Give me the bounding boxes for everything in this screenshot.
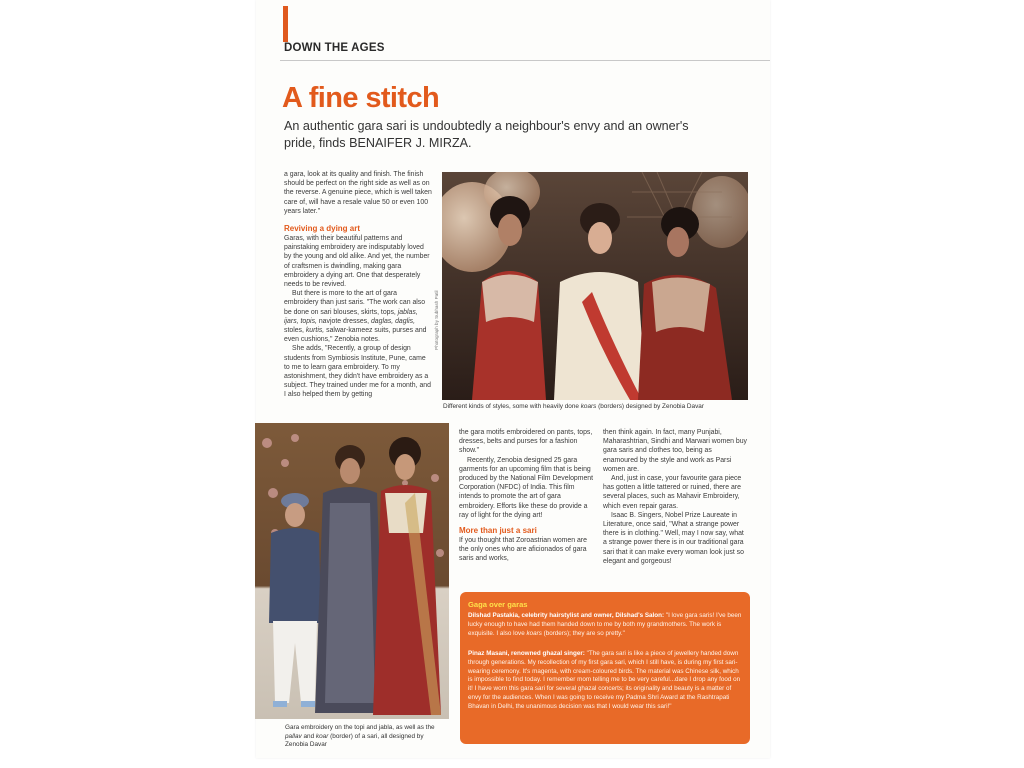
- dek-author: BENAIFER J. MIRZA.: [349, 136, 472, 150]
- col2-paragraph-3: If you thought that Zoroastrian women are the only ones who are aficionados of gara saris and works,: [459, 537, 587, 563]
- column-3: [603, 428, 747, 566]
- col1-paragraph-4: She adds, "Recently, a group of design students from Symbiosis Institute, Pune, came to me to learn gara embroidery. To my astonishment, they didn't have embroidery as a subject. They trained under me for a month, and I also helped them by getting: [284, 345, 431, 399]
- section-accent-bar: [283, 6, 288, 42]
- col2-paragraph-2: Recently, Zenobia designed 25 gara garments for an upcoming film that is being produced by the National Film Development Corporation (NFDC) of India. This film intends to promote the art of gara embroidery. Efforts like these do provide a ray of light for the dying art!: [459, 456, 594, 519]
- dek: [284, 118, 704, 152]
- left-photo-caption: Gara embroidery on the topi and jabla, as well as the pallav and koar (border) of a sari, all designed by Zenobia Davar: [285, 724, 435, 749]
- gaga-over-garas-box: [460, 592, 750, 744]
- col3-paragraph-3: Isaac B. Singers, Nobel Prize Laureate in Literature, once said, "What a strange power there is in clothing." Well, may I now say, what a strange power there is in our traditional gara sari that it can make every woman look just so elegant and gorgeous!: [603, 511, 744, 565]
- photo-credit: Photograph by Subhash Patil: [434, 290, 439, 350]
- header-rule: [280, 60, 770, 61]
- fashion-show-image: [442, 172, 748, 400]
- section-label: DOWN THE AGES: [284, 42, 385, 54]
- col2-paragraph-1: the gara motifs embroidered on pants, tops, dresses, belts and purses for a fashion show.": [459, 429, 593, 455]
- dek-text: An authentic gara sari is undoubtedly a neighbour's envy and an owner's pride, finds: [284, 119, 689, 150]
- family-photo: [255, 423, 449, 719]
- col1-paragraph-2: Garas, with their beautiful patterns and painstaking embroidery are indisputably loved by the young and old alike. And yet, the number of craftsmen is dwindling, making gara embroidery a dying art. One that desperately needs to be revived.: [284, 235, 430, 289]
- column-1: [284, 170, 432, 400]
- family-image: [255, 423, 449, 719]
- col1-paragraph-3: But there is more to the art of gara embroidery than just saris. "The work can also be done on sari blouses, skirts, tops, jablas, ijars, topis, navjote dresses, daglas, daglis, stoles, kurtis, salwar-kameez suits, purses and even cushions," Zenobia notes.: [284, 290, 427, 344]
- box-title: Gaga over garas: [468, 600, 528, 609]
- col3-paragraph-2: And, just in case, your favourite gara piece has gotten a little tattered or ruined, there are several places, such as Mahavir Embroidery, which even repair garas.: [603, 475, 742, 510]
- box-quote-2: Pinaz Masani, renowned ghazal singer: "The gara sari is like a piece of jewellery handed down through generations. My recollection of my first gara sari, which I still have, is during my first sari-wearing ceremony. It's magenta, with cream-coloured birds. The material was Chinese silk, which is impossible to find today. I remember mom telling me to be very careful...dare I drop any food on it! I have worn this gara sari for several ghazal concerts; its originality and beauty is a matter of envy for the audiences. When I was going to receive my Padma Shri Award at the Rashtrapati Bhavan in Delhi, the unanimous decision was that I would wear this sari!": [468, 650, 741, 710]
- col1-paragraph-1: a gara, look at its quality and finish. The finish should be perfect on the right side as well as on the reverse. A genuine piece, which is well taken care of, will have a resale value 50 or even 100 years later.": [284, 171, 432, 215]
- column-2: [459, 428, 595, 564]
- col3-paragraph-1: then think again. In fact, many Punjabi, Maharashtrian, Sindhi and Marwari women buy gara saris and clothes too, being as enamoured by the style and work as Parsi women are.: [603, 429, 748, 473]
- headline: A fine stitch: [282, 82, 440, 114]
- subhead-reviving: Reviving a dying art: [284, 224, 361, 234]
- subhead-more-than-sari: More than just a sari: [459, 526, 537, 536]
- box-quote-1: Dilshad Pastakia, celebrity hairstylist and owner, Dilshad's Salon: "I love gara saris! I've been lucky enough to have had them handed down to me by both my grandmothers. The work is exquisite. I also love koars (borders); they are so pretty.": [468, 612, 742, 637]
- fashion-show-photo: [442, 172, 748, 400]
- top-photo-caption: Different kinds of styles, some with heavily done koars (borders) designed by Zenobia Davar: [443, 403, 704, 410]
